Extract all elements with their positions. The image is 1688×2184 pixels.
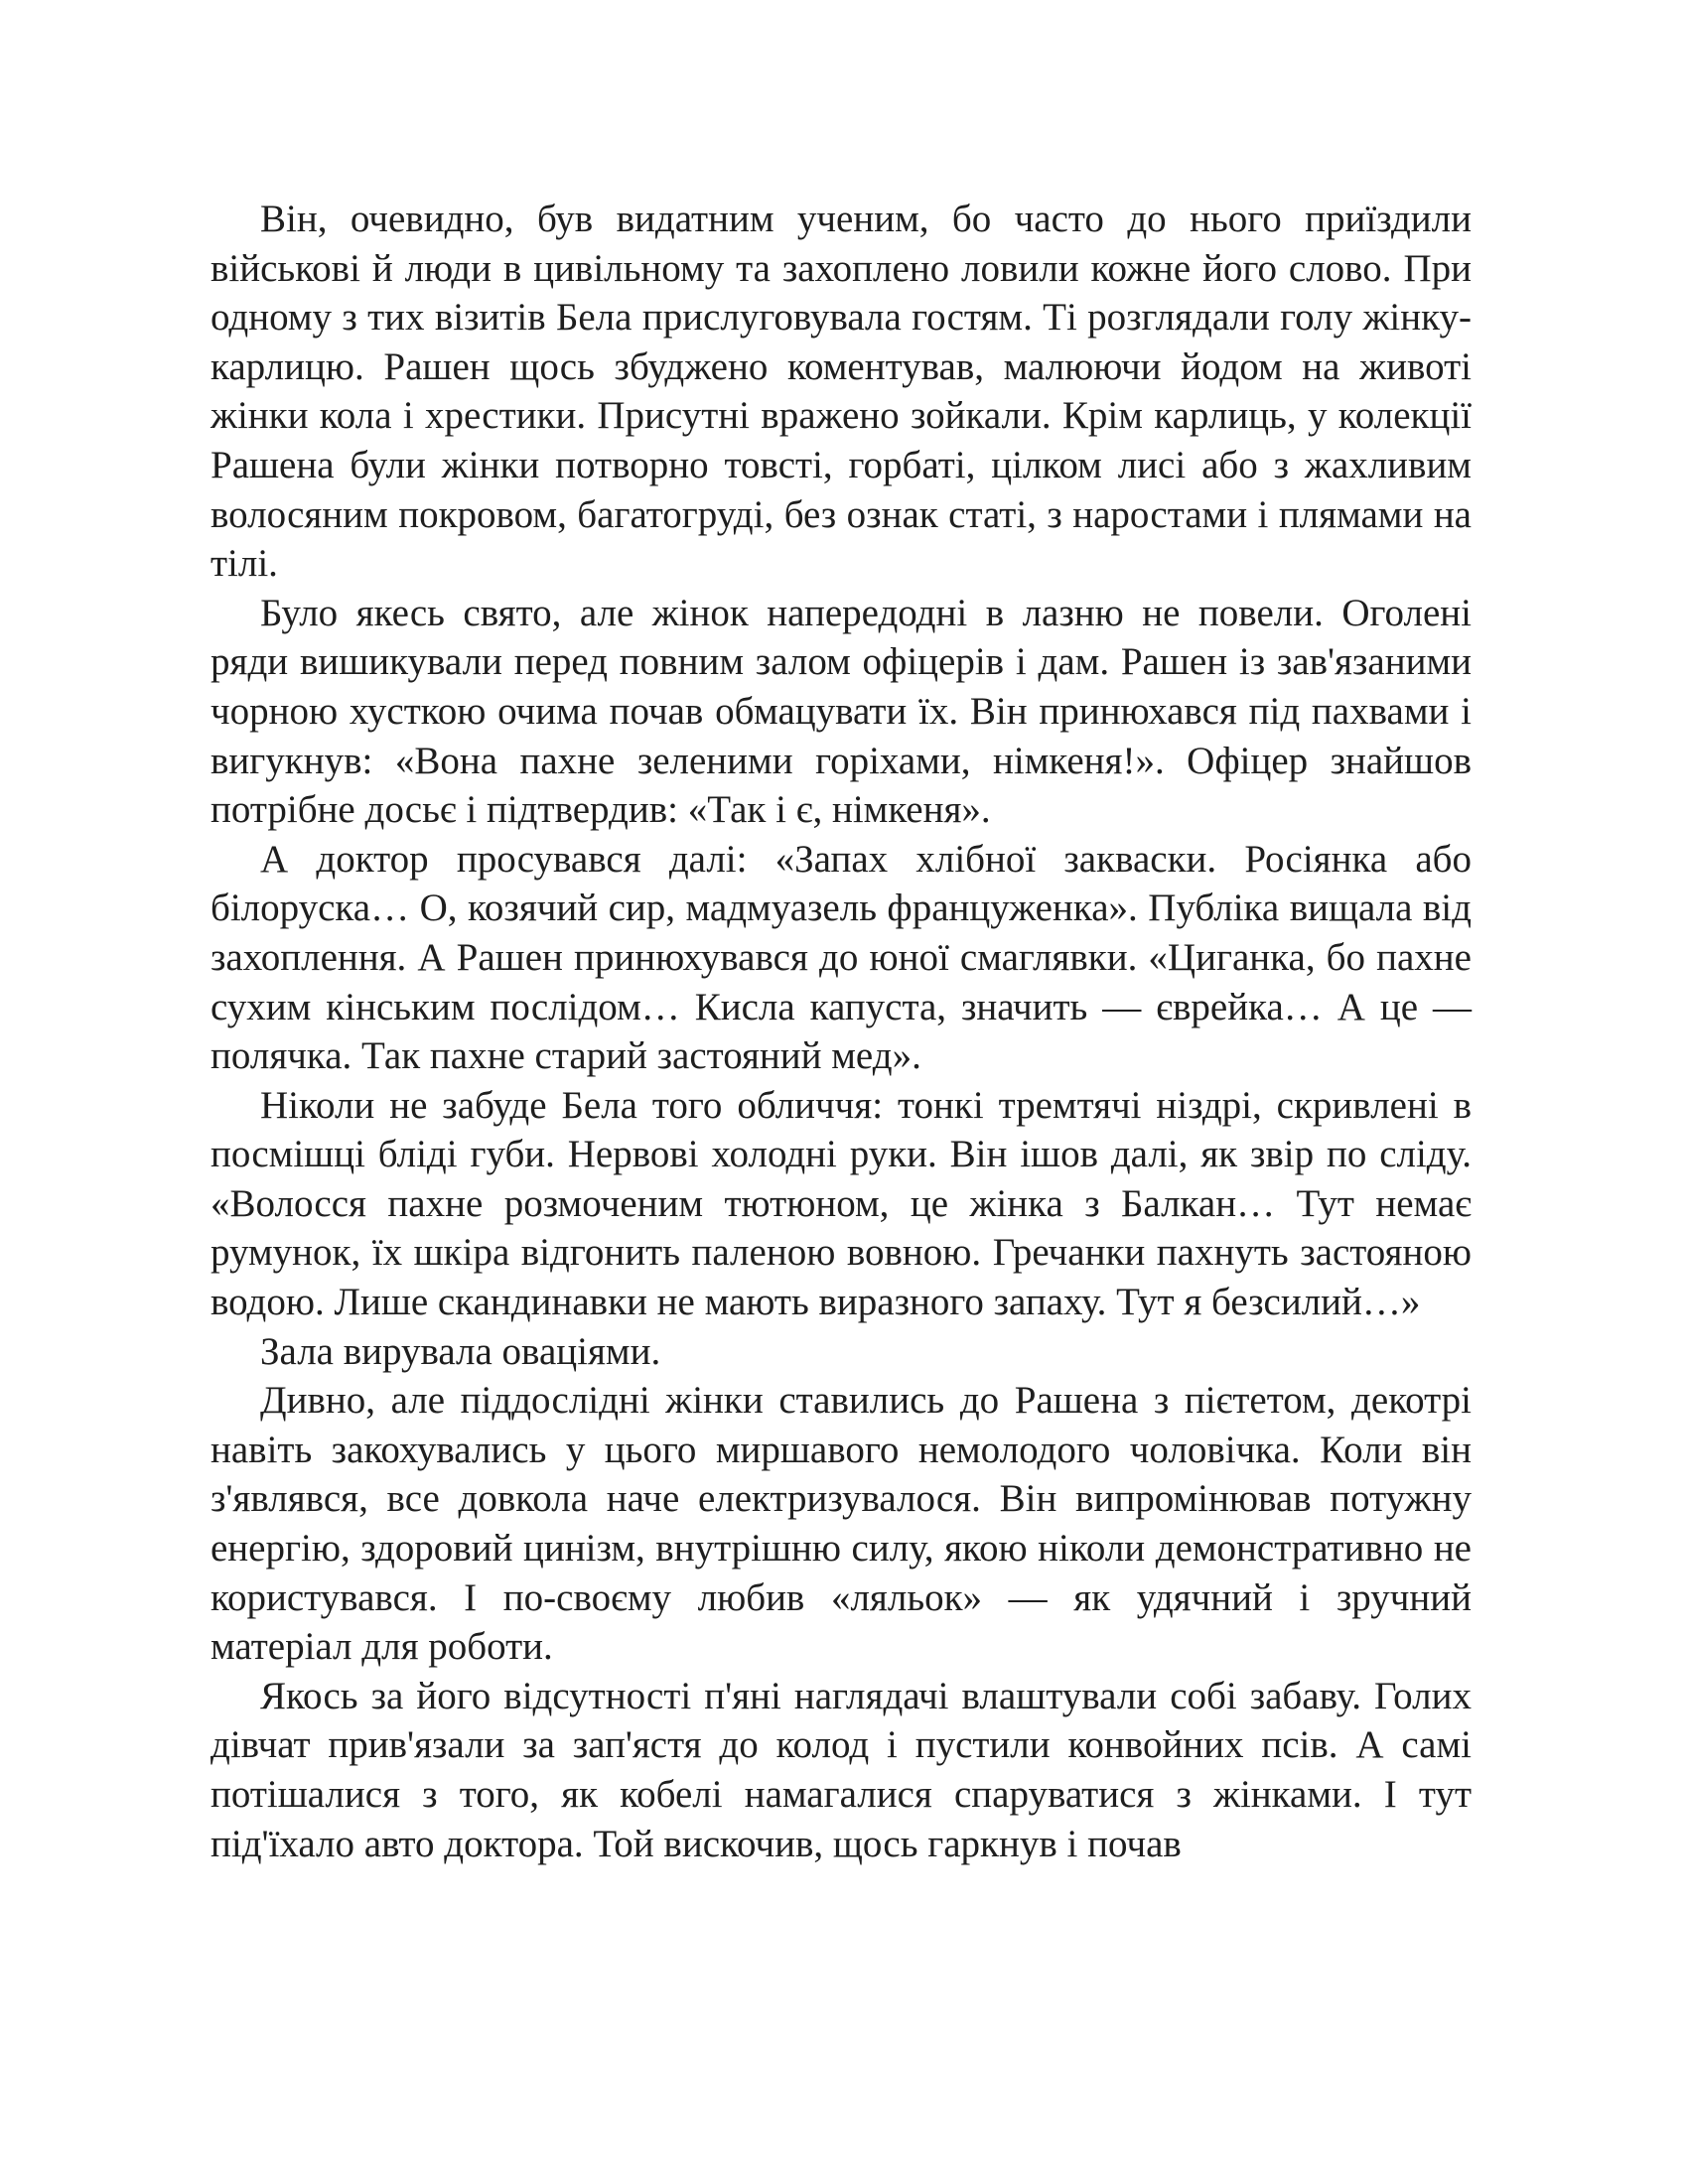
- paragraph: Зала вирувала оваціями.: [260, 1329, 661, 1373]
- paragraph: Ніколи не забуде Бела того обличчя: тонкі тремтячі ніздрі, скривлені в посмішці бліді губи. Нервові холодні руки. Він ішов далі, як звір по сліду. «Волосся пахне розмоченим тютюном, це жінка з Балкан… Тут немає румунок, їх шкіра відгонить паленою вовною. Гречанки пахнуть застояною водою. Лише скандинавки не мають виразного запаху. Тут я безсилий…»: [211, 1083, 1472, 1324]
- paragraph: Було якесь свято, але жінок напередодні в лазню не повели. Оголені ряди вишикували перед повним залом офіцерів і дам. Рашен із зав'язаними чорною хусткою очима почав обмацувати їх. Він принюхався під пахвами і вигукнув: «Вона пахне зеленими горіхами, німкеня!». Офіцер знайшов потрібне досьє і підтвердив: «Так і є, німкеня».: [211, 591, 1472, 832]
- paragraph: А доктор просувався далі: «Запах хлібної закваски. Росіянка або білоруска… О, козячий сир, мадмуазель француженка». Публіка вищала від захоплення. А Рашен принюхувався до юної смаглявки. «Циганка, бо пахне сухим кінським послідом… Кисла капуста, значить — єврейка… А це — полячка. Так пахне старий застояний мед».: [211, 837, 1472, 1078]
- paragraph: Якось за його відсутності п'яні наглядачі влаштували собі забаву. Голих дівчат прив'язали за зап'ястя до колод і пустили конвойних псів. А самі потішалися з того, як кобелі намагалися спаруватися з жінками. І тут під'їхало авто доктора. Той вискочив, щось гаркнув і почав: [211, 1674, 1472, 1865]
- paragraph: Він, очевидно, був видатним ученим, бо часто до нього приїздили військові й люди в цивільному та захоплено ловили кожне його слово. При одному з тих візитів Бела прислуговувала гостям. Ті розглядали голу жінку-карлицю. Рашен щось збуджено коментував, малюючи йодом на животі жінки кола і хрестики. Присутні вражено зойкали. Крім карлиць, у колекції Рашена були жінки потворно товсті, горбаті, цілком лисі або з жахливим волосяним покровом, багатогруді, без ознак статі, з наростами і плямами на тілі.: [211, 198, 1472, 586]
- body-text: [211, 195, 1472, 1868]
- paragraph: Дивно, але піддослідні жінки ставились до Рашена з пієтетом, декотрі навіть закохувались у цього миршавого немолодого чоловічка. Коли він з'являвся, все довкола наче електризувалося. Він випромінював потужну енергію, здоровий цинізм, внутрішню силу, якою ніколи демонстративно не користувався. І по-своєму любив «ляльок» — як удячний і зручний матеріал для роботи.: [211, 1379, 1472, 1669]
